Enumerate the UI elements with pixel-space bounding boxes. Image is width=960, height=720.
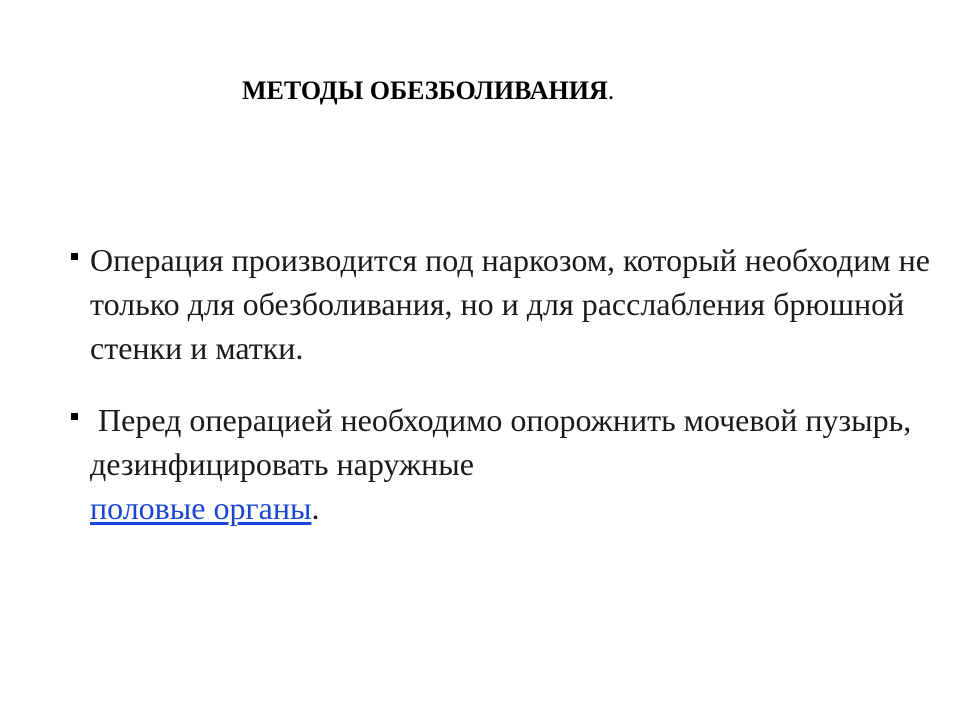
square-bullet-icon [71,253,78,260]
slide-title-period: . [607,76,615,105]
bullet-item-preparation [68,398,938,530]
link-genitals[interactable]: половые органы [90,490,312,526]
bullet-text-after-link: . [311,490,320,526]
slide-title-text: МЕТОДЫ ОБЕЗБОЛИВАНИЯ [242,76,608,105]
square-bullet-icon [71,413,78,420]
bullet-item-anesthesia [68,238,938,370]
bullet-text: Операция производится под наркозом, который необходим не только для обезболивания, но и для расслабления брюшной стенки и матки. [90,242,930,366]
slide-title [242,76,614,106]
bullet-list [68,238,938,530]
bullet-text-before-link: Перед операцией необходимо опорожнить мочевой пузырь, дезинфицировать наружные [90,402,920,482]
bullet-text [90,398,938,530]
